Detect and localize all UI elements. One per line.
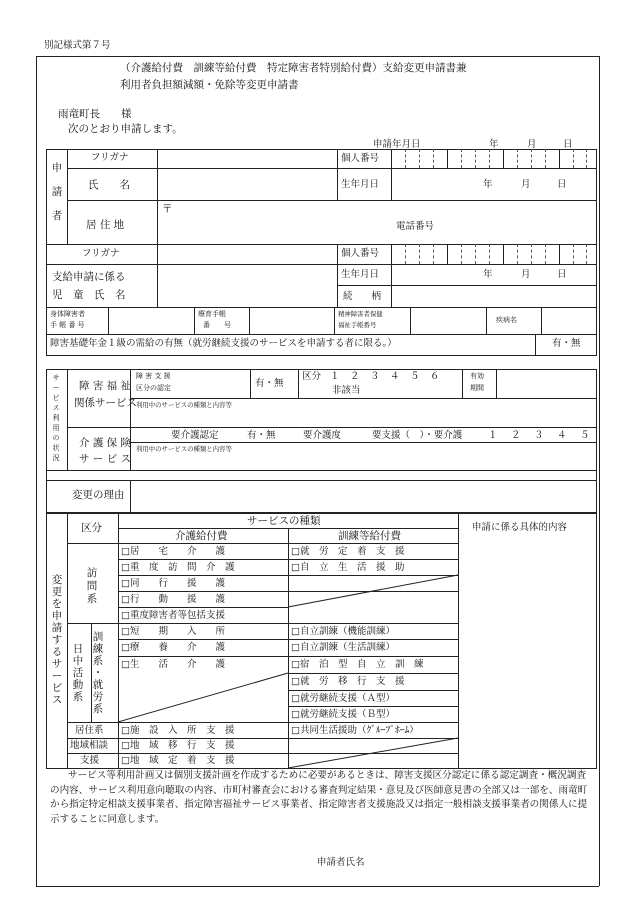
form-title-line2: 利用者負担額減額・免除等変更申請書 [120, 79, 299, 91]
visit-char: 系 [86, 593, 98, 605]
applicant-char: 請 [51, 186, 63, 198]
valid-period-label-1: 有効 [470, 372, 484, 380]
daytime-col1-char: 練 [92, 643, 104, 655]
care-number[interactable]: ３ [534, 430, 544, 441]
continuous-employment-a-checkbox[interactable]: □就労継続支援（Ａ型） [291, 693, 395, 704]
applicant-birth-year[interactable]: 年 [483, 179, 493, 190]
child-birthdate-label: 生年月日 [341, 269, 380, 280]
support-classification-label-1: 障 害 支 援 [136, 372, 171, 380]
category-header: 区分 [81, 522, 102, 534]
home-care-checkbox[interactable]: □居 宅 介 護 [121, 546, 225, 557]
mental-notebook-label-1: 精神障害者保健 [338, 310, 383, 318]
continuous-employment-b-checkbox[interactable]: □就労継続支援（Ｂ型） [291, 709, 395, 720]
pension-question: 障害基礎年金１級の需給の有無（就労継続支援のサービスを申請する者に限る。） [50, 338, 397, 349]
residential-category-label: 居住系 [75, 725, 104, 736]
life-care-checkbox[interactable]: □生 活 介 護 [121, 659, 225, 670]
community-settlement-checkbox[interactable]: □地 域 定 着 支 援 [121, 755, 235, 766]
care-current-services-note: 利用中のサービスの種類と内容等 [136, 445, 232, 453]
class-number[interactable]: ２ [350, 371, 360, 382]
employment-retention-checkbox[interactable]: □就 労 定 着 支 援 [291, 546, 405, 557]
applicant-birth-day[interactable]: 日 [557, 179, 567, 190]
welfare-service-label-2: 関係サービス [74, 397, 137, 409]
specific-content-header: 申請に係る具体的内容 [472, 522, 568, 533]
child-personal-number-label: 個人番号 [341, 248, 380, 259]
changes-char: す [51, 634, 63, 646]
physical-notebook-label-1: 身体障害者 [50, 310, 85, 318]
form-number: 別記様式第７号 [44, 40, 111, 51]
daytime-col1-char: ・ [92, 667, 104, 679]
applicant-name-label: 氏 名 [88, 179, 130, 191]
child-birth-day[interactable]: 日 [557, 269, 567, 280]
daytime-col1-char: 訓 [92, 631, 104, 643]
physical-notebook-label-2: 手 帳 番 号 [50, 321, 85, 329]
changes-char: ス [51, 694, 63, 706]
intro-text: 次のとおり申請します。 [68, 123, 183, 135]
service-status-char: サ [52, 374, 60, 382]
daytime-col1-char: 就 [92, 679, 104, 691]
changes-char: ビ [51, 682, 63, 694]
service-status-char: 利 [52, 414, 60, 422]
applicant-char: 申 [51, 162, 63, 174]
date-month[interactable]: 月 [527, 139, 537, 150]
valid-period-label-2: 期間 [470, 384, 484, 392]
independent-living-checkbox[interactable]: □自 立 生 活 援 助 [291, 562, 405, 573]
child-furigana-label: フリガナ [82, 248, 120, 259]
care-number[interactable]: ２ [511, 430, 521, 441]
mental-notebook-label-2: 福祉手帳番号 [338, 321, 377, 329]
applicant-birthdate-label: 生年月日 [341, 179, 380, 190]
training-benefits-header: 訓練等給付費 [338, 530, 401, 542]
functional-training-checkbox[interactable]: □自立訓練（機能訓練） [291, 626, 395, 637]
daytime-col1-char: 労 [92, 691, 104, 703]
classification-yes-no[interactable]: 有・無 [255, 378, 284, 389]
not-applicable-option[interactable]: 非該当 [332, 385, 361, 396]
class-label: 区分 [302, 371, 322, 382]
daytime-col2-char: 活 [72, 667, 84, 679]
care-number[interactable]: ５ [580, 430, 590, 441]
daytime-col2-char: 中 [72, 655, 84, 667]
employment-transition-checkbox[interactable]: □就 労 移 行 支 援 [291, 676, 405, 687]
short-stay-checkbox[interactable]: □短 期 入 所 [121, 626, 225, 637]
class-number[interactable]: １ [330, 371, 340, 382]
comprehensive-support-checkbox[interactable]: □重度障害者等包括支援 [121, 610, 225, 621]
change-reason-label: 変更の理由 [72, 489, 125, 501]
changes-char: る [51, 646, 63, 658]
rehab-notebook-label-2: 番 号 [203, 321, 231, 329]
child-birth-month[interactable]: 月 [521, 269, 531, 280]
support-need-options[interactable]: 要支援（ ）・要介護 [372, 430, 463, 441]
medical-care-checkbox[interactable]: □療 養 介 護 [121, 642, 225, 653]
postal-mark: 〒 [162, 203, 173, 215]
applicant-char: 者 [51, 210, 63, 222]
child-birth-year[interactable]: 年 [483, 269, 493, 280]
changes-char: 変 [51, 574, 63, 586]
care-level-label: 要介護度 [303, 430, 342, 441]
welfare-current-services-note: 利用中のサービスの種類と内容等 [136, 401, 232, 409]
accompany-support-checkbox[interactable]: □同 行 援 護 [121, 578, 225, 589]
class-number[interactable]: ４ [390, 371, 400, 382]
service-status-char: 状 [52, 444, 60, 452]
changes-char: 申 [51, 610, 63, 622]
community-category-label-1: 地域相談 [70, 740, 109, 751]
class-number[interactable]: ３ [370, 371, 380, 382]
severe-visit-care-checkbox[interactable]: □重 度 訪 問 介 護 [121, 562, 235, 573]
support-classification-label-2: 区分の認定 [136, 384, 171, 392]
applicant-personal-number-label: 個人番号 [341, 153, 380, 164]
daytime-col1-char: 系 [92, 655, 104, 667]
service-status-char: ー [52, 384, 60, 392]
community-category-label-2: 支援 [80, 755, 100, 766]
residential-training-checkbox[interactable]: □宿 泊 型 自 立 訓 練 [291, 659, 424, 670]
daytime-col2-char: 日 [72, 643, 84, 655]
changes-char: 更 [51, 586, 63, 598]
form-title-line1: （介護給付費 訓練等給付費 特定障害者特別給付費）支給変更申請書兼 [120, 62, 467, 74]
changes-char: サ [51, 658, 63, 670]
applicant-birth-month[interactable]: 月 [521, 179, 531, 190]
consent-text: サービス等利用計画又は個別支援計画を作成するために必要があるときは、障害支援区分認定に係る認定調査・概況調査の内容、サービス利用意向聴取の内容、市町村審査会における審査判定結果・意見及び医師意見書の全部又は一部を、雨竜町から指定特定相談支援事業者、指定障害福祉サービス事業者、指定障害者支援施設又は指定一般相談支援事業者の関係人に提示することに同意します。 [50, 770, 588, 825]
facility-admission-checkbox[interactable]: □施 設 入 所 支 援 [121, 725, 235, 736]
class-number[interactable]: ５ [410, 371, 420, 382]
service-status-char: ス [52, 404, 60, 412]
changes-char: ー [51, 670, 63, 682]
class-number[interactable]: ６ [430, 371, 440, 382]
service-types-header: サービスの種類 [247, 515, 321, 527]
service-status-char: 用 [52, 424, 60, 432]
group-home-checkbox[interactable]: □共同生活援助（ｸﾞﾙｰﾌﾟﾎｰﾑ） [291, 725, 419, 736]
community-transition-checkbox[interactable]: □地 域 移 行 支 援 [121, 740, 235, 751]
child-label-line1: 支給申請に係る [52, 271, 126, 283]
service-status-char: の [52, 434, 60, 442]
pension-answer[interactable]: 有・無 [552, 338, 581, 349]
care-benefits-header: 介護給付費 [175, 530, 228, 542]
care-certification-label: 要介護認定 [171, 430, 219, 441]
child-relationship-label: 続 柄 [343, 291, 382, 302]
care-number[interactable]: １ [488, 430, 498, 441]
applicant-phone-label: 電話番号 [396, 221, 435, 232]
service-status-char: 況 [52, 454, 60, 462]
welfare-service-label-1: 障 害 福 祉 [79, 380, 132, 392]
visit-char: 問 [86, 580, 98, 592]
daytime-col1-char: 系 [92, 703, 104, 715]
addressee: 雨竜町長 様 [58, 108, 132, 120]
daytime-col2-char: 系 [72, 691, 84, 703]
care-insurance-label-1: 介 護 保 険 [79, 437, 132, 449]
visit-char: 訪 [86, 567, 98, 579]
signature-label: 申請者氏名 [317, 857, 365, 868]
rehab-notebook-label-1: 療育手帳 [198, 310, 226, 318]
child-label-line2: 児 童 氏 名 [52, 289, 126, 301]
date-day[interactable]: 日 [563, 139, 573, 150]
consent-paragraph [50, 769, 595, 827]
daytime-col2-char: 動 [72, 679, 84, 691]
applicant-address-label: 居 住 地 [86, 219, 125, 231]
application-date-label: 申請年月日 [373, 139, 421, 150]
life-training-checkbox[interactable]: □自立訓練（生活訓練） [291, 642, 395, 653]
date-year[interactable]: 年 [489, 139, 499, 150]
care-insurance-label-2: サ ー ビ ス [79, 453, 132, 465]
service-status-char: ビ [52, 394, 60, 402]
care-certification-yes-no[interactable]: 有・無 [247, 430, 276, 441]
disease-label: 疾病名 [496, 316, 517, 324]
care-number[interactable]: ４ [557, 430, 567, 441]
behavior-support-checkbox[interactable]: □行 動 援 護 [121, 594, 225, 605]
applicant-furigana-label: フリガナ [91, 152, 129, 163]
changes-char: を [51, 598, 63, 610]
changes-char: 請 [51, 622, 63, 634]
